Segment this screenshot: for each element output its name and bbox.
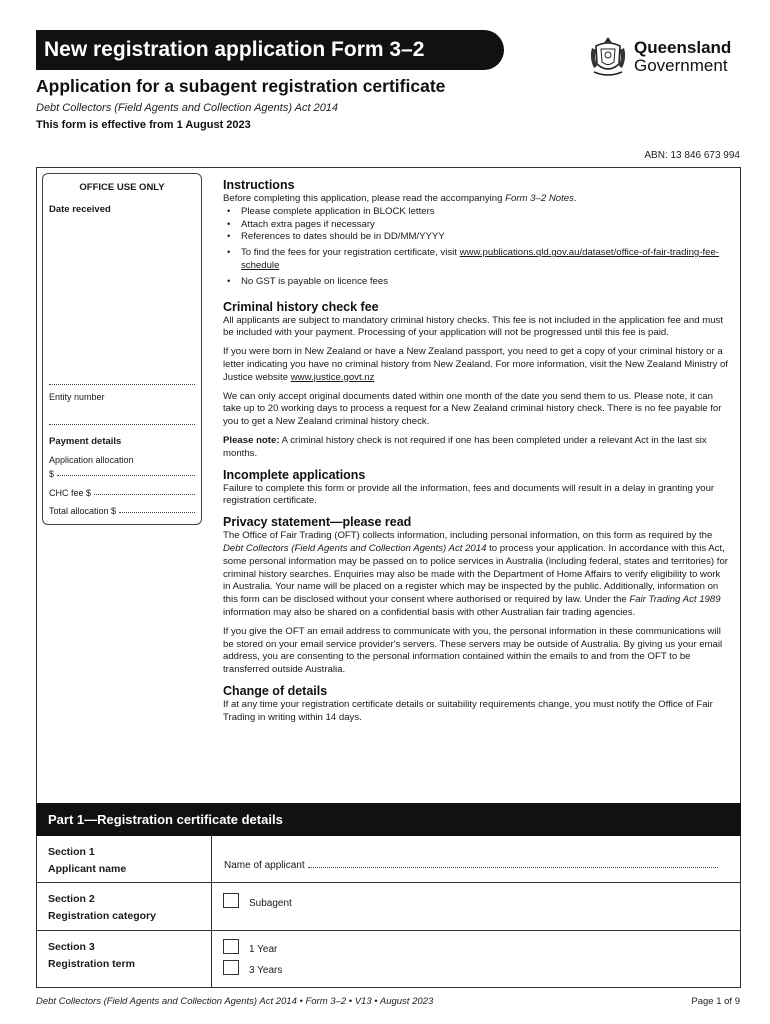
payment-details-label: Payment details — [49, 436, 122, 447]
queensland-government-logo — [588, 34, 748, 80]
instructions-intro: Before completing this application, please read the accompanying Form 3–2 Notes. — [223, 193, 577, 204]
entity-number-label: Entity number — [49, 392, 105, 402]
three-years-checkbox[interactable] — [223, 960, 239, 975]
date-received-label: Date received — [49, 204, 111, 215]
section3-row — [36, 931, 741, 988]
total-allocation-field[interactable] — [49, 506, 195, 516]
privacy-heading: Privacy statement—please read — [223, 515, 412, 530]
subagent-label: Subagent — [249, 898, 292, 909]
criminal-history-p2: If you were born in New Zealand or have a New Zealand passport, you need to get a copy of your criminal history or a letter indicating you have no criminal history from New Zealand. For more information, visit the New Zealand Ministry of Justice website www.justice.govt.nz — [223, 346, 728, 383]
part1-heading-bar: Part 1—Registration certificate details — [36, 803, 741, 836]
incomplete-text: Failure to complete this form or provide all the information, fees and documents will result in a delay in granting your registration certificate. — [223, 482, 715, 507]
criminal-history-heading: Criminal history check fee — [223, 299, 379, 314]
form-title: New registration application Form 3–2 — [36, 30, 504, 70]
list-item: • Please complete application in BLOCK letters — [223, 206, 729, 219]
section2-row — [36, 883, 741, 931]
list-item: • No GST is payable on licence fees — [223, 276, 729, 289]
footer-page-number: Page 1 of 9 — [691, 996, 740, 1007]
section1-label: Section 1 Applicant name — [37, 836, 212, 882]
applicant-name-field[interactable] — [224, 860, 718, 871]
section1-row — [36, 836, 741, 883]
office-use-title: OFFICE USE ONLY — [79, 182, 165, 193]
change-text: If at any time your registration certificate details or suitability requirements change, you must notify the Office of Fair Trading in writing within 14 days. — [223, 698, 713, 723]
criminal-history-note: Please note: A criminal history check is not required if one has been completed under a relevant Act in the last six months. — [223, 434, 707, 459]
applicant-name-label: Name of applicant — [224, 860, 305, 871]
office-use-box — [42, 173, 202, 525]
one-year-label: 1 Year — [249, 944, 278, 955]
list-item: • References to dates should be in DD/MM/YYYY — [223, 231, 729, 244]
one-year-checkbox[interactable] — [223, 939, 239, 954]
entity-number-line — [49, 424, 195, 425]
total-allocation-label: Total allocation $ — [49, 506, 117, 516]
instructions-heading: Instructions — [223, 178, 295, 192]
three-years-label: 3 Years — [249, 965, 283, 976]
list-item: • Attach extra pages if necessary — [223, 219, 729, 232]
subagent-checkbox[interactable] — [223, 893, 239, 908]
application-allocation-field[interactable] — [49, 469, 195, 479]
chc-fee-label: CHC fee $ — [49, 488, 92, 498]
footer-form-info: Debt Collectors (Field Agents and Collection Agents) Act 2014 • Form 3–2 • V13 • August 2023 — [36, 996, 434, 1007]
justice-nz-link[interactable]: www.justice.govt.nz — [290, 371, 375, 383]
criminal-history-p1: All applicants are subject to mandatory criminal history checks. This fee is not included in the application fee and must be included with your payment. Processing of your application will not be progressed until this fee is paid. — [223, 314, 724, 339]
incomplete-heading: Incomplete applications — [223, 467, 366, 482]
application-allocation-label: Application allocation — [49, 455, 134, 465]
list-item: • To find the fees for your registration certificate, visit www.publications.qld.gov.au/dataset/office-of-fair-trading-fee-schedule — [223, 247, 729, 273]
criminal-history-p3: We can only accept original documents dated within one month of the date you send them to us. Please note, it can take up to 20 working days to process a request for a New Zealand criminal history check. There is no fee payable for you to get a New Zealand criminal history check. — [223, 390, 722, 428]
instructions-list — [223, 206, 729, 289]
section2-label: Section 2 Registration category — [37, 883, 212, 930]
instructions-content — [223, 177, 729, 731]
fee-schedule-link[interactable]: www.publications.qld.gov.au/dataset/office-of-fair-trading-fee-schedule — [241, 247, 719, 271]
logo-text-government: Government — [634, 56, 728, 75]
date-received-line — [49, 384, 195, 385]
dollar-sign: $ — [49, 469, 55, 479]
act-name: Debt Collectors (Field Agents and Collection Agents) Act 2014 — [36, 102, 339, 114]
queensland-crest-icon — [588, 34, 628, 80]
logo-text-queensland: Queensland — [634, 38, 732, 57]
section3-label: Section 3 Registration term — [37, 931, 212, 987]
effective-date: This form is effective from 1 August 2023 — [36, 119, 251, 131]
chc-fee-field[interactable] — [49, 488, 195, 498]
privacy-p1: The Office of Fair Trading (OFT) collects information, including personal information, on this form as required by the Debt Collectors (Field Agents and Collection Agents) Act 2014 to process your application. In accordance with this Act, some personal information may be passed on to police services in Australia (including federal, states and territories) for criminal history searches. Enquiries may also be made with the Department of Home Affairs to verify eligibility to work in Australia. Your name will be placed on a register which may be inspected by the public. Additionally, information on this form can be disclosed without your consent where authorised or required by law. Under the Fair Trading Act 1989 information may also be shared on a confidential basis with other Australian fair trading agencies. — [223, 530, 728, 618]
form-subtitle: Application for a subagent registration certificate — [36, 76, 446, 96]
change-heading: Change of details — [223, 683, 328, 698]
abn-number: ABN: 13 846 673 994 — [644, 150, 740, 161]
privacy-p2: If you give the OFT an email address to communicate with you, the personal information in these communications will be stored on your email service provider's servers. These servers may be outside of Australia. By giving us your email address, you are consenting to the personal information contained within the emails to and from the OFT to be transferred outside Australia. — [223, 625, 723, 676]
